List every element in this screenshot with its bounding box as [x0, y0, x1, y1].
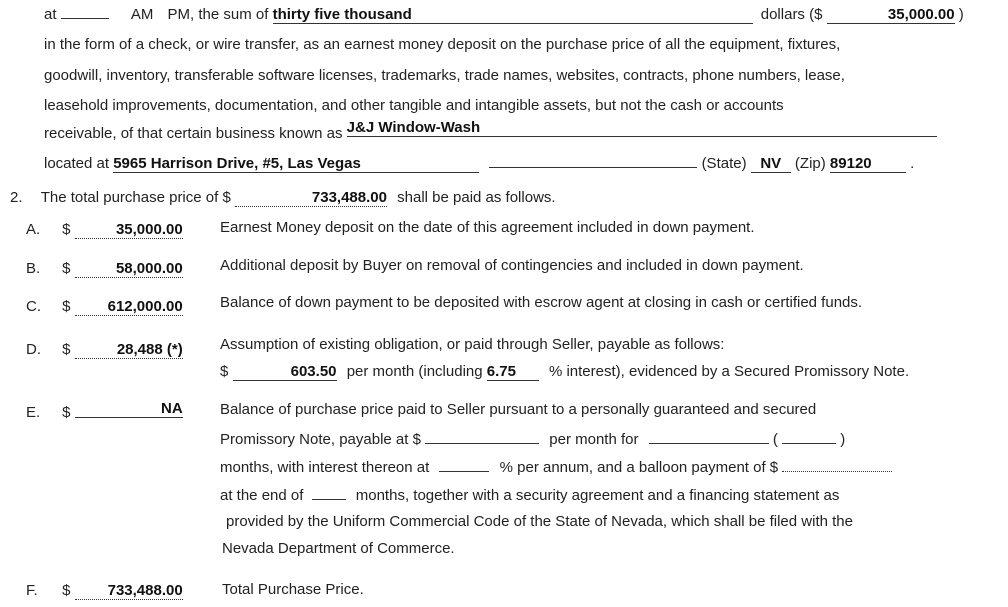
item-b-text: Additional deposit by Buyer on removal of contingencies and included in down payment.: [220, 257, 804, 274]
payment-blank: [425, 428, 539, 444]
dollar-sign: $: [220, 363, 229, 380]
section-2: [10, 188, 556, 208]
item-e-line-3: [220, 456, 892, 478]
item-f-text: Total Purchase Price.: [222, 581, 364, 598]
balloon-blank: [782, 456, 892, 472]
dollar-sign: $: [62, 221, 71, 238]
city-blank: [489, 152, 697, 168]
close-paren: ): [958, 6, 964, 23]
dollar-sign: $: [62, 298, 71, 315]
receivable-text: receivable, of that certain business known as: [44, 125, 343, 142]
line-2: in the form of a check, or wire transfer, as an earnest money deposit on the purchase price of all the equipment, fixtures,: [44, 36, 841, 53]
item-letter: C.: [26, 298, 41, 315]
interest-rate: 6.75: [487, 363, 539, 381]
item-b: [26, 259, 183, 279]
dollars-label: dollars ($: [760, 6, 823, 23]
item-e-text: Balance of purchase price paid to Seller pursuant to a personally guaranteed and secured: [220, 401, 817, 418]
item-letter: B.: [26, 260, 41, 277]
am-label: AM: [130, 6, 154, 23]
at-end-text: at the end of: [220, 487, 304, 504]
section-pre: The total purchase price of $: [40, 189, 231, 206]
end-months-blank: [312, 484, 346, 500]
address: 5965 Harrison Drive, #5, Las Vegas: [113, 155, 479, 173]
dollar-sign: $: [62, 582, 71, 599]
item-amount: 612,000.00: [75, 298, 183, 316]
zip-label: (Zip): [794, 155, 826, 172]
months-number-blank: [782, 428, 836, 444]
business-name: J&J Window-Wash: [347, 119, 937, 137]
line-5: [44, 119, 937, 144]
item-amount: 733,488.00: [75, 582, 183, 600]
item-letter: E.: [26, 404, 41, 421]
item-e-line-4: [220, 484, 839, 506]
item-e-line-5: provided by the Uniform Commercial Code of the State of Nevada, which shall be filed with the: [226, 513, 853, 530]
item-a: [26, 220, 183, 240]
interest-text: % interest), evidenced by a Secured Promissory Note.: [548, 363, 910, 380]
time-blank: [61, 3, 109, 19]
months-words-blank: [649, 428, 769, 444]
line-6: [44, 152, 914, 174]
total-price: 733,488.00: [235, 189, 387, 207]
balloon-text: % per annum, and a balloon payment of $: [499, 459, 779, 476]
item-d-line-2: [220, 362, 909, 382]
interest-text: months, with interest thereon at: [220, 459, 430, 476]
section-number: 2.: [10, 189, 23, 206]
item-f: [26, 581, 183, 601]
item-amount: NA: [75, 400, 183, 418]
item-e-line-2: [220, 428, 845, 450]
open-paren: (: [772, 431, 778, 448]
state-value: NV: [751, 155, 791, 173]
sum-words: thirty five thousand: [273, 6, 753, 24]
end-period: .: [910, 155, 915, 172]
item-c: [26, 297, 183, 317]
line-4: leasehold improvements, documentation, and other tangible and intangible assets, but not the cash or accounts: [44, 97, 784, 114]
section-post: shall be paid as follows.: [397, 189, 556, 206]
dollar-sign: $: [62, 260, 71, 277]
security-text: months, together with a security agreement and a financing statement as: [355, 487, 840, 504]
item-letter: D.: [26, 341, 41, 358]
item-d: [26, 340, 183, 360]
at-label: at: [44, 6, 57, 23]
pm-label: PM, the sum of: [167, 6, 269, 23]
item-c-text: Balance of down payment to be deposited with escrow agent at closing in cash or certified funds.: [220, 294, 863, 311]
per-month-for: per month for: [549, 431, 639, 448]
promissory-text: Promissory Note, payable at $: [220, 431, 421, 448]
dollar-sign: $: [62, 404, 71, 421]
rate-blank: [439, 456, 489, 472]
item-amount: 35,000.00: [75, 221, 183, 239]
located-label: located at: [44, 155, 110, 172]
item-a-text: Earnest Money deposit on the date of this agreement included in down payment.: [220, 219, 755, 236]
dollar-sign: $: [62, 341, 71, 358]
item-d-text: Assumption of existing obligation, or paid through Seller, payable as follows:: [220, 336, 725, 353]
earnest-amount: 35,000.00: [827, 6, 955, 24]
item-e-line-6: Nevada Department of Commerce.: [222, 540, 455, 557]
item-e: [26, 400, 183, 423]
monthly-payment: 603.50: [233, 363, 337, 381]
item-letter: A.: [26, 221, 41, 238]
item-amount: 58,000.00: [75, 260, 183, 278]
line-1: [44, 3, 964, 25]
item-letter: F.: [26, 582, 38, 599]
line-3: goodwill, inventory, transferable software licenses, trademarks, trade names, websites, contracts, phone numbers, lease,: [44, 67, 845, 84]
per-month-text: per month (including: [346, 363, 483, 380]
state-label: (State): [701, 155, 747, 172]
close-paren: ): [840, 431, 846, 448]
zip-value: 89120: [830, 155, 906, 173]
item-amount: 28,488 (*): [75, 341, 183, 359]
